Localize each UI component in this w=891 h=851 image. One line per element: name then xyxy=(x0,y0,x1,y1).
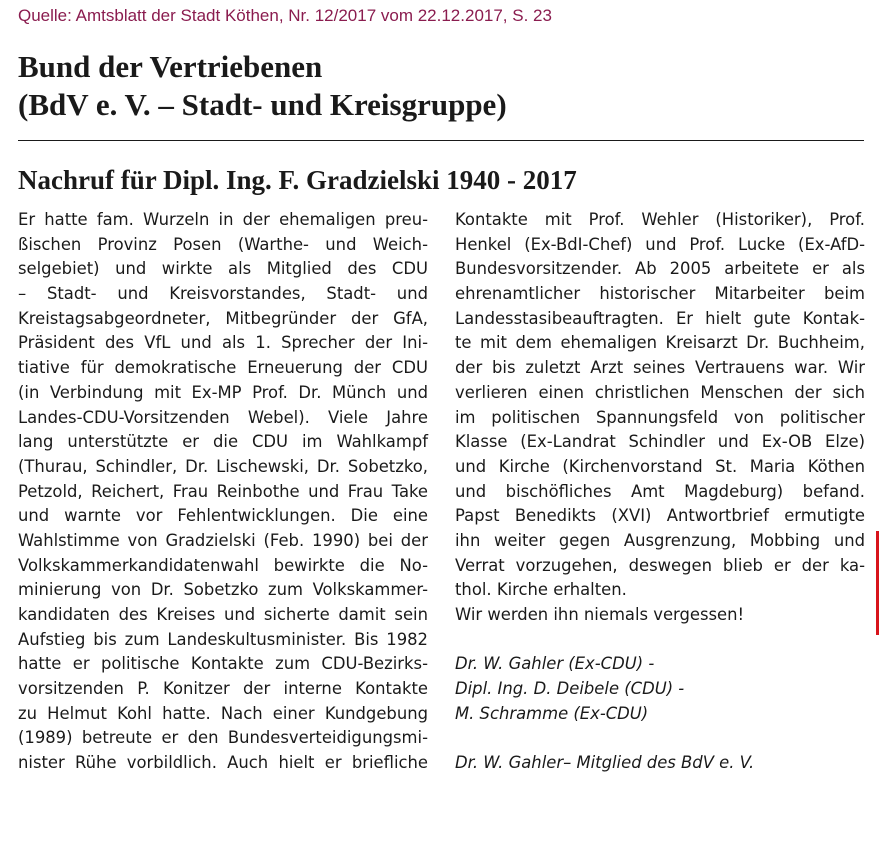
body-line: Präsident des VfL und als 1. Sprecher der Ini- xyxy=(18,333,428,353)
body-line: Klasse (Ex-Landrat Schindler und Ex-OB Elze) xyxy=(455,432,865,452)
margin-marker xyxy=(876,531,879,635)
body-line: Kreistagsabgeordneter, Mitbegründer der GfA, xyxy=(18,308,428,328)
body-line: selgebiet) und wirkte als Mitglied des CDU xyxy=(18,259,428,279)
body-line: Verrat vorzugehen, deswegen blieb er der ka- xyxy=(455,555,865,575)
right-text-column xyxy=(455,208,865,776)
body-line: minierung von Dr. Sobetzko zum Volkskammer- xyxy=(18,580,428,600)
article-heading xyxy=(18,48,507,124)
body-line: Bundesvorsitzender. Ab 2005 arbeitete er als xyxy=(455,259,865,279)
footer-signature: Dr. W. Gahler– Mitglied des BdV e. V. xyxy=(455,753,755,773)
body-line: und bischöfliches Amt Magdeburg) befand. xyxy=(455,481,865,501)
heading-divider xyxy=(18,140,864,141)
body-line: tiative für demokratische Erneuerung der CDU xyxy=(18,358,428,378)
body-line: Aufstieg bis zum Landeskultusminister. Bis 1982 xyxy=(18,629,428,649)
signature-line: Dipl. Ing. D. Deibele (CDU) - xyxy=(455,679,685,699)
signature-line: M. Schramme (Ex-CDU) xyxy=(455,703,649,723)
body-line: thol. Kirche erhalten. xyxy=(455,580,627,600)
closing-line: Wir werden ihn niemals vergessen! xyxy=(455,605,745,624)
body-line: ehrenamtlicher historischer Mitarbeiter beim xyxy=(455,284,865,304)
body-line: vorsitzenden P. Konitzer der interne Kontakte xyxy=(18,679,428,699)
obituary-title: Nachruf für Dipl. Ing. F. Gradzielski 1940 - 2017 xyxy=(18,165,577,195)
body-line: verlieren einen christlichen Menschen der sich xyxy=(455,382,865,402)
body-line: Kontakte mit Prof. Wehler (Historiker), Prof. xyxy=(455,210,865,229)
body-line: nister Rühe vorbildlich. Auch hielt er briefliche xyxy=(18,753,428,773)
spacer xyxy=(455,726,865,751)
body-line: im politischen Spannungsfeld von politischer xyxy=(455,407,865,427)
body-line: ihn weiter gegen Ausgrenzung, Mobbing und xyxy=(455,530,865,550)
source-citation: Quelle: Amtsblatt der Stadt Köthen, Nr. 12/2017 vom 22.12.2017, S. 23 xyxy=(18,6,552,25)
body-line: te mit dem ehemaligen Kreisarzt Dr. Buchheim, xyxy=(455,333,865,353)
body-line: Landesstasibeauftragten. Er hielt gute Kontak- xyxy=(455,308,865,328)
body-line: und Kirche (Kirchenvorstand St. Maria Köthen xyxy=(455,456,865,476)
left-text-column xyxy=(18,208,428,776)
body-line: hatte er politische Kontakte zum CDU-Bezirks- xyxy=(18,654,428,674)
body-line: der bis zuletzt Arzt seines Vertrauens war. Wir xyxy=(455,358,865,378)
body-line: Volkskammerkandidatenwahl bewirkte die No- xyxy=(18,555,428,575)
body-line: (Thurau, Schindler, Dr. Lischewski, Dr. Sobetzko, xyxy=(18,456,428,476)
body-line: (in Verbindung mit Ex-MP Prof. Dr. Münch und xyxy=(18,382,428,402)
body-line: Wahlstimme von Gradzielski (Feb. 1990) bei der xyxy=(18,530,428,550)
body-line: und warnte vor Fehlentwicklungen. Die eine xyxy=(18,506,428,526)
body-line: zu Helmut Kohl hatte. Nach einer Kundgebung xyxy=(18,703,428,723)
heading-line-1: Bund der Vertriebenen xyxy=(18,49,323,84)
body-line: kandidaten des Kreises und sicherte damit sein xyxy=(18,605,428,624)
body-line: Papst Benedikts (XVI) Antwortbrief ermutigte xyxy=(455,506,865,526)
body-line: Henkel (Ex-BdI-Chef) und Prof. Lucke (Ex-AfD- xyxy=(455,234,865,254)
body-line: (1989) betreute er den Bundesverteidigungsmi- xyxy=(18,728,428,748)
body-line: Petzold, Reichert, Frau Reinbothe und Frau Take xyxy=(18,481,428,501)
body-line: ßischen Provinz Posen (Warthe- und Weich- xyxy=(18,234,428,254)
body-line: – Stadt- und Kreisvorstandes, Stadt- und xyxy=(18,284,428,304)
body-line: lang unterstützte er die CDU im Wahlkampf xyxy=(18,432,428,452)
body-line: Landes-CDU-Vorsitzenden Webel). Viele Jahre xyxy=(18,407,428,427)
spacer xyxy=(455,628,865,653)
heading-line-2: (BdV e. V. – Stadt- und Kreisgruppe) xyxy=(18,87,507,122)
signature-line: Dr. W. Gahler (Ex-CDU) - xyxy=(455,654,655,674)
body-line: Er hatte fam. Wurzeln in der ehemaligen preu- xyxy=(18,210,428,229)
